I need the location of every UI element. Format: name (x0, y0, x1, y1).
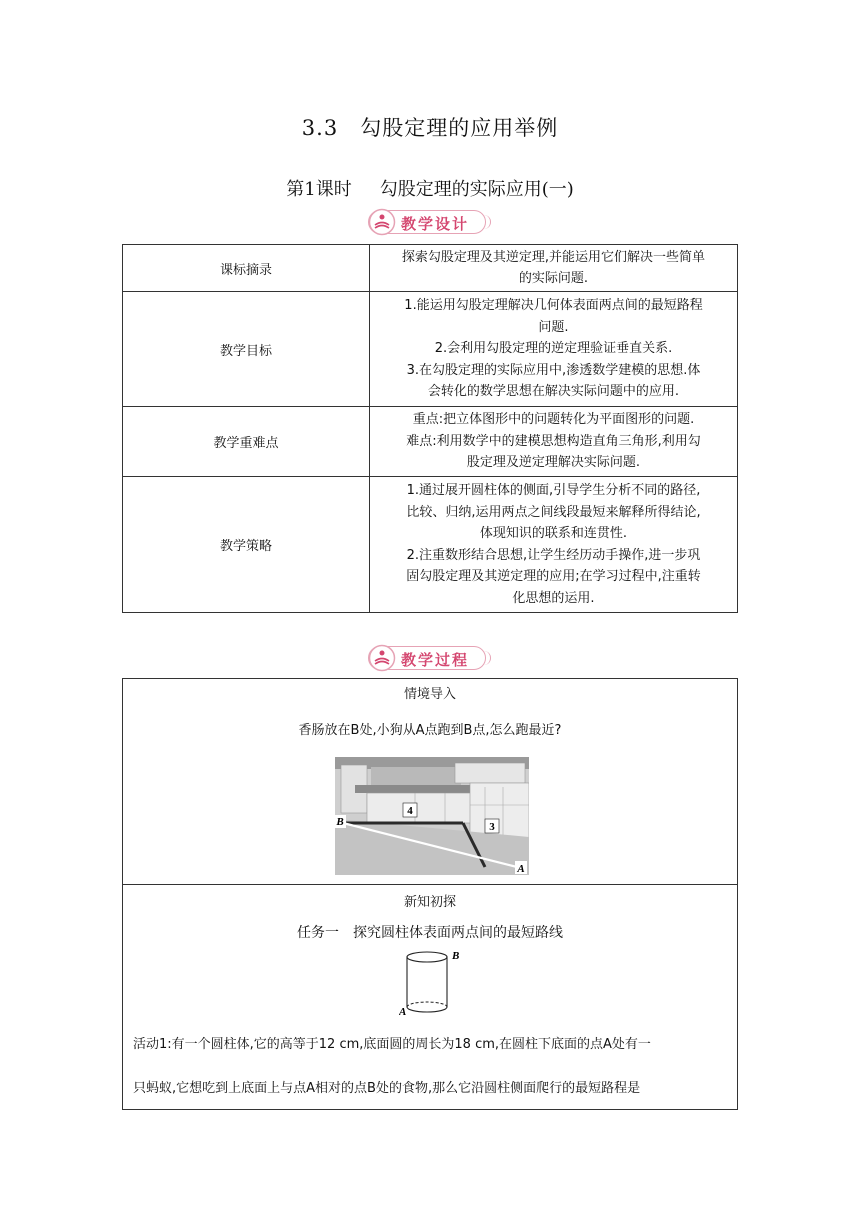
table-row (123, 407, 738, 477)
new-knowledge-heading: 新知初探 (403, 895, 456, 910)
text-line: 化思想的运用. (512, 590, 595, 606)
text-line: 2.注重数形结合思想,让学生经历动手操作,进一步巩 (406, 547, 701, 563)
intro-heading: 情境导入 (403, 687, 456, 702)
kitchen-photo (335, 757, 529, 875)
intro-question: 香肠放在B处,小狗从A点跑到B点,怎么跑最近? (298, 723, 562, 738)
activity-line-1: 活动1:有一个圆柱体,它的高等于12 cm,底面圆的周长为18 cm,在圆柱下底面的点A处有一 (133, 1037, 651, 1052)
activity-line-2: 只蚂蚁,它想吃到上底面上与点A相对的点B处的食物,那么它沿圆柱侧面爬行的最短路程是 (133, 1081, 641, 1096)
row-content (370, 245, 738, 292)
teaching-process-badge (368, 646, 486, 670)
text-line: 1.能运用勾股定理解决几何体表面两点间的最短路程 (404, 298, 703, 314)
label-3: 3 (489, 821, 495, 833)
text-line: 股定理及逆定理解决实际问题. (466, 455, 641, 471)
text-line: 固勾股定理及其逆定理的应用;在学习过程中,注重转 (406, 569, 701, 584)
table-row (123, 292, 738, 407)
lesson-title: 勾股定理的实际应用(一) (379, 179, 574, 200)
text-line: 探索勾股定理及其逆定理,并能运用它们解决一些简单 (401, 249, 706, 265)
row-content (370, 477, 738, 613)
row-label: 教学策略 (123, 477, 370, 613)
section-number: 3.3 (301, 116, 339, 140)
lesson-number: 第1课时 (286, 179, 352, 200)
text-line: 1.通过展开圆柱体的侧面,引导学生分析不同的路径, (406, 483, 701, 498)
section-title (0, 112, 860, 142)
text-line: 难点:利用数学中的建模思想构造直角三角形,利用勾 (406, 433, 701, 449)
text-line: 体现知识的联系和连贯性. (479, 526, 628, 541)
row-label: 教学重难点 (123, 407, 370, 477)
teaching-design-label: 教学设计 (401, 215, 470, 233)
task-title: 任务一 探究圆柱体表面两点间的最短路线 (297, 925, 563, 941)
section-title-text: 勾股定理的应用举例 (360, 116, 559, 140)
scenario-section (123, 679, 737, 885)
book-icon (368, 208, 396, 236)
teaching-design-badge (368, 210, 486, 234)
cylinder-diagram (399, 949, 463, 1019)
label-a: A (517, 863, 525, 875)
teaching-process-label: 教学过程 (401, 651, 470, 669)
lesson-subtitle (0, 175, 860, 201)
row-label: 课标摘录 (123, 245, 370, 292)
text-line: 3.在勾股定理的实际应用中,渗透数学建模的思想.体 (406, 362, 701, 378)
teaching-design-table (122, 244, 738, 613)
cylinder-label-b: B (452, 950, 460, 962)
text-line: 重点:把立体图形中的问题转化为平面图形的问题. (412, 412, 695, 428)
row-content (370, 407, 738, 477)
book-icon (368, 644, 396, 672)
label-4: 4 (407, 805, 413, 817)
text-line: 比较、归纳,运用两点之间线段最短来解释所得结论, (406, 504, 701, 520)
text-line: 的实际问题. (518, 271, 589, 286)
row-content (370, 292, 738, 407)
text-line: 问题. (538, 319, 569, 335)
cylinder-label-a: A (399, 1006, 407, 1018)
text-line: 会转化的数学思想在解决实际问题中的应用. (427, 384, 680, 400)
text-line: 2.会利用勾股定理的逆定理验证垂直关系. (434, 341, 673, 357)
table-row (123, 477, 738, 613)
label-b: B (336, 816, 344, 828)
row-label: 教学目标 (123, 292, 370, 407)
teaching-process-box (122, 678, 738, 1110)
table-row (123, 245, 738, 292)
